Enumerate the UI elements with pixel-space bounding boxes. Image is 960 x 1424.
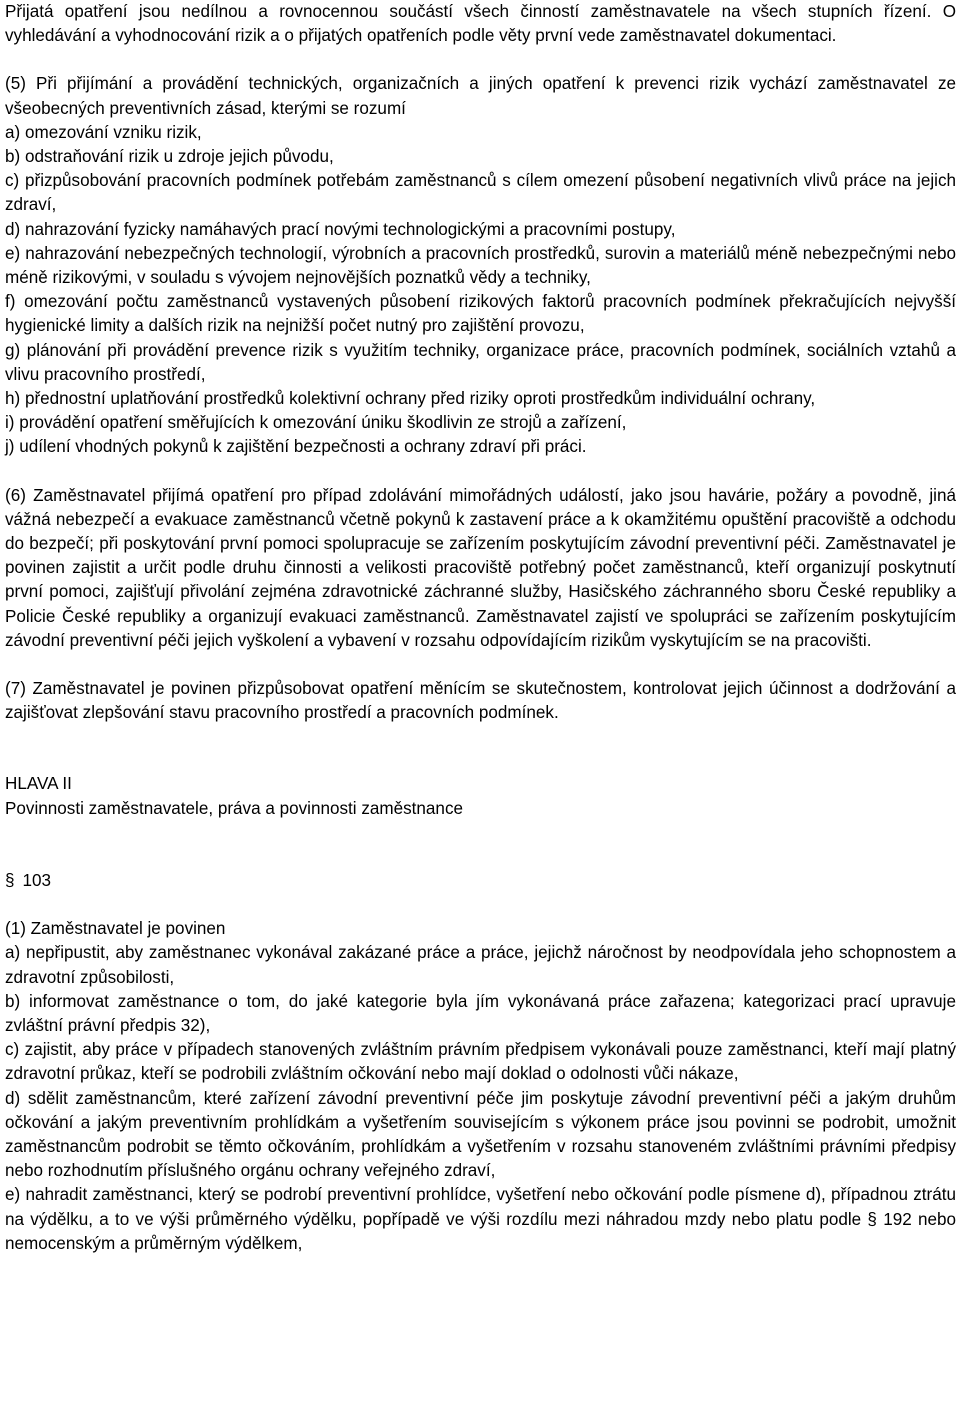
paragraph-5-lead: (5) Při přijímání a provádění technických, organizačních a jiných opatření k prevenci rizik vychází zaměstnavatel ze všeobecných preventivních zásad, kterými se rozumí	[5, 74, 956, 118]
chapter-subtitle: Povinnosti zaměstnavatele, práva a povinnosti zaměstnance	[5, 798, 463, 818]
chapter-title: HLAVA II	[5, 774, 72, 794]
paragraph-103-1	[5, 917, 956, 1256]
list-item-e	[5, 1183, 956, 1256]
item-e-text-end: 192 nebo nemocenským a průměrným výdělkem,	[5, 1209, 957, 1253]
list-item: c) přizpůsobování pracovních podmínek potřebám zaměstnanců s cílem omezení působení negativních vlivů práce na jejich zdraví,	[5, 171, 956, 215]
paragraph-103-1-lead: (1) Zaměstnavatel je povinen	[5, 919, 226, 939]
list-item: j) udílení vhodných pokynů k zajištění bezpečnosti a ochrany zdraví při práci.	[5, 437, 587, 457]
list-item: c) zajistit, aby práce v případech stanovených zvláštním právním předpisem vykonávali pouze zaměstnanci, kteří mají platný zdravotní průkaz, kteří se podrobili zvláštním očkování nebo mají doklad o odolnosti vůči nákaze,	[5, 1040, 956, 1084]
list-item: h) přednostní uplatňování prostředků kolektivní ochrany před riziky oproti prostředkům individuální ochrany,	[5, 389, 816, 409]
document-page	[5, 0, 956, 1256]
paragraph-6: (6) Zaměstnavatel přijímá opatření pro případ zdolávání mimořádných událostí, jako jsou havárie, požáry a povodně, jiná vážná nebezpečí a evakuace zaměstnanců včetně pokynů k zastavení práce a k okamžitému opuštění pracoviště a odchodu do bezpečí; při poskytování první pomoci spolupracuje se zařízením poskytujícím závodní preventivní péči. Zaměstnavatel je povinen zajistit a určit podle druhu činnosti a velikosti pracoviště potřebný počet zaměstnanců, kteří organizují poskytnutí první pomoci, zajišťují přivolání zejména zdravotnické záchranné služby, Hasičského záchranného sboru České republiky a Policie České republiky a organizují evakuaci zaměstnanců. Zaměstnavatel zajistí ve spolupráci se zařízením poskytujícím závodní preventivní péči jejich vyškolení a vybavení v rozsahu odpovídajícím rizikům vyskytujícím se na pracovišti.	[5, 485, 956, 650]
chapter-heading	[5, 772, 956, 820]
list-item: e) nahrazování nebezpečných technologií, výrobních a pracovních prostředků, surovin a materiálů méně nebezpečnými nebo méně rizikovými, v souladu s vývojem nejnovějších poznatků vědy a techniky,	[5, 243, 956, 288]
item-e-text-start: e) nahradit zaměstnanci, který se podrobí preventivní prohlídce, vyšetření nebo očkování podle písmene d), případnou ztrátu na výdělku, a to ve výši průměrného výdělku, popřípadě ve výši rozdílu mezi náhradou mzdy nebo platu podle	[5, 1185, 956, 1229]
list-item: i) provádění opatření směřujících k omezování úniku škodlivin ze strojů a zařízení,	[5, 413, 627, 433]
list-item: f) omezování počtu zaměstnanců vystavených působení rizikových faktorů pracovních podmínek překračujících nejvyšší hygienické limity a dalších rizik na nejnižší počet nutný pro zajištění provozu,	[5, 292, 956, 336]
list-item: a) nepřipustit, aby zaměstnanec vykonával zakázané práce a práce, jejichž náročnost by neodpovídala jeho schopnostem a zdravotní způsobilosti,	[5, 943, 956, 987]
list-item: a) omezování vzniku rizik,	[5, 122, 202, 142]
list-item: d) sdělit zaměstnancům, které zařízení závodní preventivní péče jim poskytuje závodní preventivní péči a jakým druhům očkování a jakým preventivním prohlídkám a vyšetřením souvisejícím s výkonem práce jsou povinni se podrobit, umožnit zaměstnancům podrobit se těmto očkováním, prohlídkám a vyšetřením v rozsahu stanoveném zvláštními právními předpisy nebo rozhodnutím příslušného orgánu ochrany veřejného zdraví,	[5, 1088, 956, 1181]
list-item: d) nahrazování fyzicky namáhavých prací novými technologickými a pracovními postupy,	[5, 219, 676, 239]
section-mark: §	[5, 870, 15, 890]
section-number: 103	[22, 870, 52, 890]
section-mark: §	[867, 1209, 877, 1229]
paragraph-7: (7) Zaměstnavatel je povinen přizpůsobovat opatření měnícím se skutečnostem, kontrolovat jejich účinnost a dodržování a zajišťovat zlepšování stavu pracovního prostředí a pracovních podmínek.	[5, 679, 956, 723]
intro-paragraph: Přijatá opatření jsou nedílnou a rovnocennou součástí všech činností zaměstnavatele na všech stupních řízení. O vyhledávání a vyhodnocování rizik a o přijatých opatřeních podle věty první vede zaměstnavatel dokumentaci.	[5, 2, 956, 46]
section-heading	[5, 869, 956, 893]
list-item: b) odstraňování rizik u zdroje jejich původu,	[5, 147, 334, 167]
paragraph-5	[5, 72, 956, 459]
list-item: g) plánování při provádění prevence rizik s využitím techniky, organizace práce, pracovních podmínek, sociálních vztahů a vlivu pracovního prostředí,	[5, 340, 956, 384]
list-item: b) informovat zaměstnance o tom, do jaké kategorie byla jím vykonávaná práce zařazena; kategorizaci prací upravuje zvláštní právní předpis 32),	[5, 991, 956, 1035]
